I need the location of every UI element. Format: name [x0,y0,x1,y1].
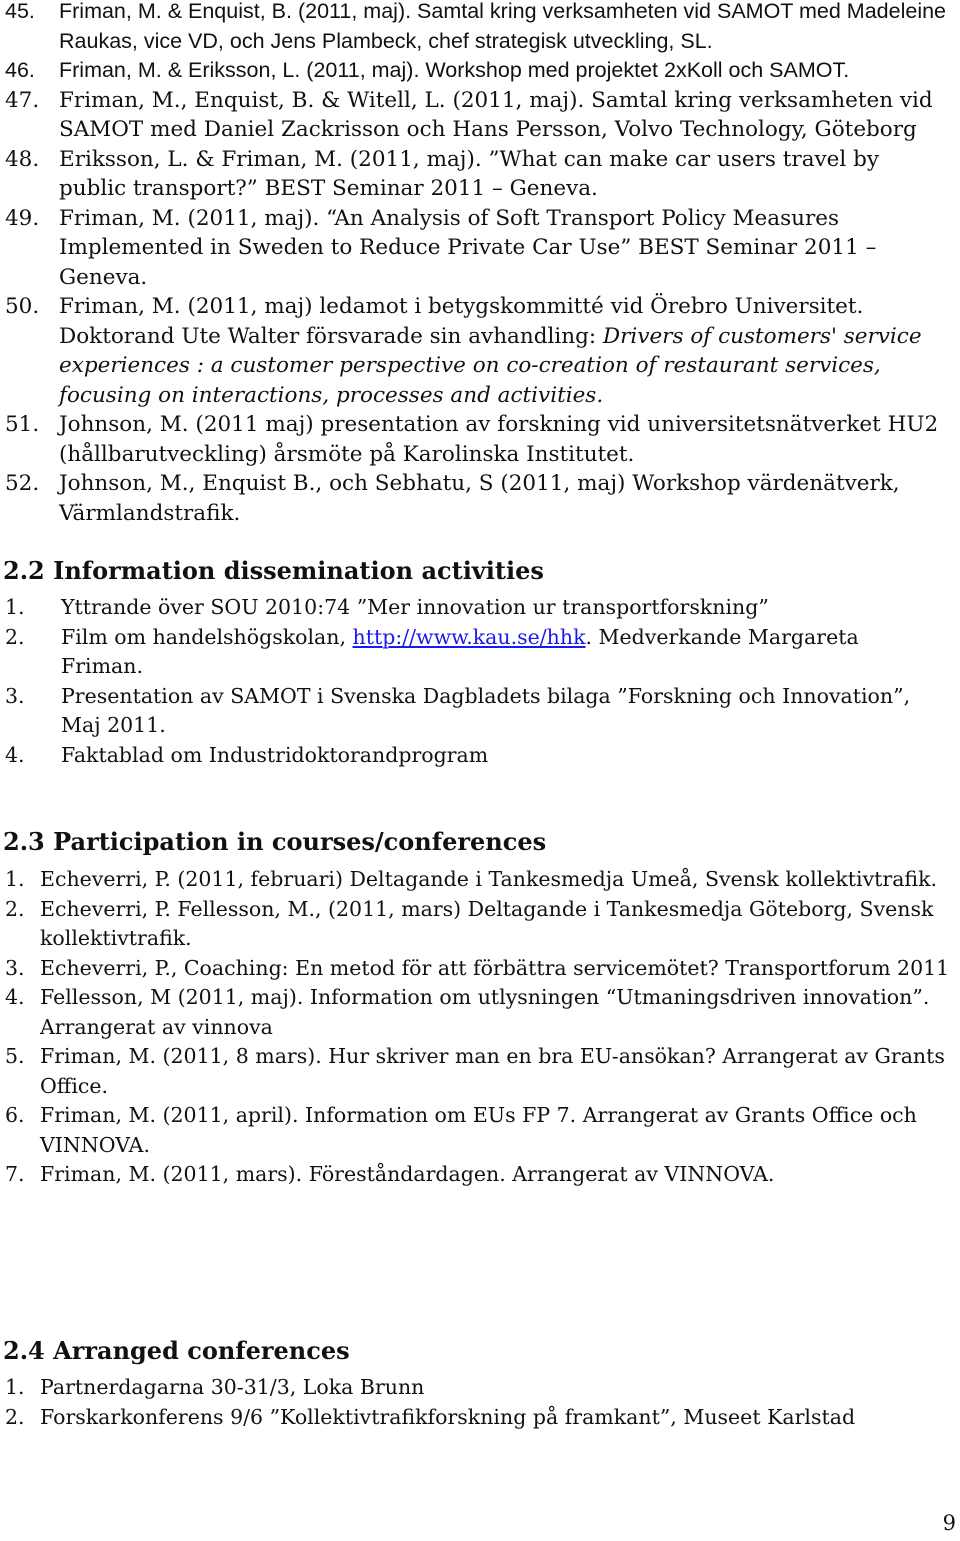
item-number: 48. [5,146,40,172]
item-number: 4. [5,742,25,767]
item-number: 6. [5,1103,25,1127]
item-text: . Medverkande Margareta Friman. [61,624,859,678]
dissertation-title: Drivers of customers' service experiences : a customer perspective on co-creation of restaurant services, focusing on interactions, processes and activities. [59,323,922,408]
item-number: 47. [5,87,40,113]
item-number: 50. [5,294,40,319]
list-item [0,865,960,895]
item-number: 46. [5,58,35,82]
item-number: 1. [5,1375,25,1399]
item-text: Friman, M. & Eriksson, L. (2011, maj). Workshop med projektet 2xKoll och SAMOT. [59,58,850,82]
list-item [0,1160,960,1190]
list-item [0,1042,960,1101]
item-text: Yttrande över SOU 2010:74 ”Mer innovation ur transportforskning” [61,595,769,619]
item-text: Presentation av SAMOT i Svenska Dagbladets bilaga ”Forskning och Innovation”, Maj 2011. [61,683,911,737]
item-text: Friman, M. (2011, mars). Föreståndardagen. Arrangerat av VINNOVA. [40,1162,775,1186]
participation-list [0,865,960,1190]
item-text: Eriksson, L. & Friman, M. (2011, maj). ”What can make car users travel by public transport?” BEST Seminar 2011 – Geneva. [59,146,880,201]
item-number: 49. [5,205,40,231]
item-text: Friman, M. (2011, maj) ledamot i betygskommitté vid Örebro Universitet. [59,294,864,319]
item-number: 7. [5,1162,25,1186]
item-number: 5. [5,1044,25,1068]
item-text: Friman, M. (2011, 8 mars). Hur skriver man en bra EU-ansökan? Arrangerat av Grants Office. [40,1044,945,1098]
item-number: 3. [5,955,25,980]
list-item [0,983,960,1042]
item-text: Echeverri, P. Fellesson, M., (2011, mars) Deltagande i Tankesmedja Göteborg, Svensk kollektivtrafik. [40,896,934,950]
list-item [0,623,960,682]
item-text: Friman, M. (2011, maj). “An Analysis of Soft Transport Policy Measures Implemented in Sweden to Reduce Private Car Use” BEST Seminar 2011 – Geneva. [59,205,877,290]
item-text: Faktablad om Industridoktorandprogram [61,742,489,767]
section-title-information-dissemination: 2.2 Information dissemination activities [3,556,544,585]
item-number: 52. [5,471,40,496]
reference-item [0,292,960,410]
reference-item [0,145,960,204]
arranged-conferences-list [0,1373,960,1432]
item-number: 45. [5,0,35,23]
item-text: Fellesson, M (2011, maj). Information om utlysningen “Utmaningsdriven innovation”. Arrangerat av vinnova [40,985,930,1039]
list-item [0,741,960,771]
item-text: Friman, M. & Enquist, B. (2011, maj). Samtal kring verksamheten vid SAMOT med Madeleine Raukas, vice VD, och Jens Plambeck, chef strategisk utveckling, SL. [59,0,947,53]
list-item [0,1373,960,1403]
item-text: Friman, M. (2011, april). Information om EUs FP 7. Arrangerat av Grants Office och VINNOVA. [40,1103,917,1157]
item-number: 2. [5,896,25,921]
reference-item [0,86,960,145]
item-text: Echeverri, P. (2011, februari) Deltagande i Tankesmedja Umeå, Svensk kollektivtrafik. [40,867,938,891]
item-text: Friman, M., Enquist, B. & Witell, L. (2011, maj). Samtal kring verksamheten vid SAMOT med Daniel Zackrisson och Hans Persson, Volvo Technology, Göteborg [59,87,933,142]
item-number: 2. [5,1404,25,1429]
hhk-link[interactable]: http://www.kau.se/hhk [352,624,586,649]
item-text: Film om handelshögskolan, [61,624,353,649]
list-item [0,682,960,741]
reference-item [0,0,960,56]
list-item [0,1101,960,1160]
item-text: Forskarkonferens 9/6 ”Kollektivtrafikforskning på framkant”, Museet Karlstad [40,1404,856,1429]
information-dissemination-list [0,593,960,770]
item-number: 1. [5,867,25,891]
section-title-participation: 2.3 Participation in courses/conferences [3,827,547,856]
item-number: 4. [5,985,25,1009]
item-text: Johnson, M., Enquist B., och Sebhatu, S (2011, maj) Workshop värdenätverk, Värmlandstrafik. [59,471,900,526]
page-number: 9 [942,1511,956,1535]
item-number: 2. [5,624,25,649]
section-title-arranged-conferences: 2.4 Arranged conferences [3,1336,350,1365]
item-number: 1. [5,595,25,619]
reference-item [0,469,960,528]
item-extra-text: Doktorand Ute Walter försvarade sin avhandling: [59,323,603,349]
list-item [0,593,960,623]
item-text: Partnerdagarna 30-31/3, Loka Brunn [40,1375,425,1399]
list-item [0,1403,960,1433]
reference-item [0,204,960,293]
item-text: Echeverri, P., Coaching: En metod för att förbättra servicemötet? Transportforum 2011 [40,955,950,980]
reference-item [0,56,960,86]
reference-item [0,410,960,469]
reference-list [0,0,960,528]
item-number: 3. [5,683,25,708]
list-item [0,954,960,984]
item-text: Johnson, M. (2011 maj) presentation av forskning vid universitetsnätverket HU2 (hållbarutveckling) årsmöte på Karolinska Institutet. [59,412,939,467]
item-number: 51. [5,412,40,437]
list-item [0,895,960,954]
